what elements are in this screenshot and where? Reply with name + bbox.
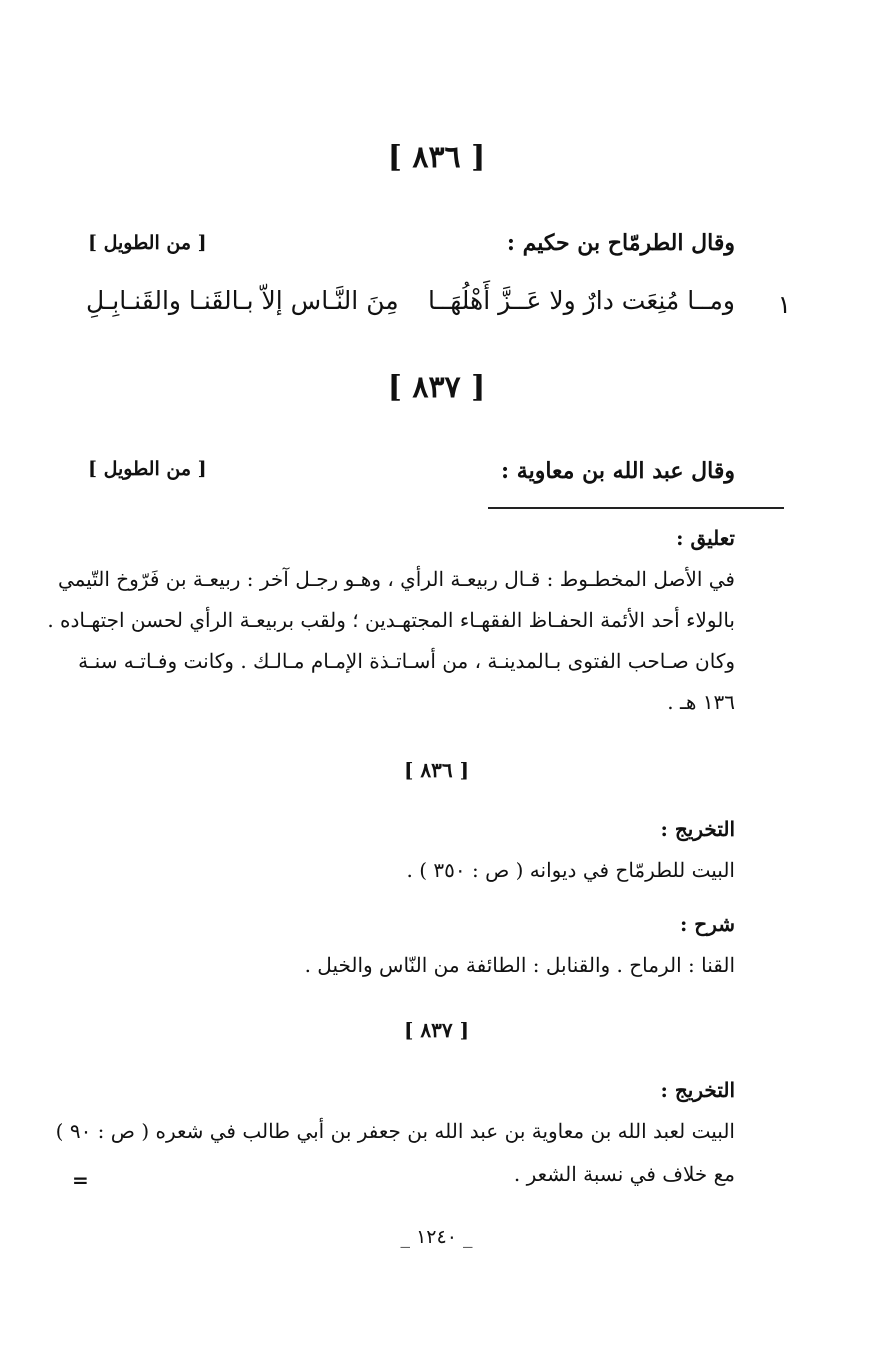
verse-hemistich-2: مِنَ النَّـاس إلاّ بـالقَنـا والقَنـابِـلِ — [86, 286, 399, 315]
note-837-number: [ ٨٣٧ ] — [403, 1018, 470, 1042]
comment-label: تعليق : — [676, 526, 735, 550]
poem-837-number: [ ٨٣٧ ] — [387, 370, 486, 405]
comment-line-1: في الأصل المخطـوط : قـال ربيعـة الرأي ، وهـو رجـل آخر : ربيعـة بن فَرّوخ التّيمي — [57, 567, 735, 591]
note-837-takhrij-line-1: البيت لعبد الله بن معاوية بن عبد الله بن جعفر بن أبي طالب في شعره ( ص : ٩٠ ) — [55, 1119, 735, 1143]
note-836-number: [ ٨٣٦ ] — [403, 758, 470, 782]
note-836-takhrij: البيت للطرمّاح في ديوانه ( ص : ٣٥٠ ) . — [406, 858, 735, 882]
note-836-sharh-label: شرح : — [679, 912, 735, 936]
footnote-separator — [488, 507, 784, 509]
verse-number: ١ — [777, 290, 791, 319]
poem-837-intro: وقال عبد الله بن معاوية : — [501, 458, 735, 484]
page-number: _ ١٢٤٠ _ — [400, 1226, 473, 1248]
note-836-sharh: القنا : الرماح . والقنابل : الطائفة من النّاس والخيل . — [304, 953, 735, 977]
comment-line-2: بالولاء أحد الأئمة الحفـاظ الفقهـاء المجتهـدين ؛ ولقب بربيعـة الرأي لحسن اجتهـاده . — [47, 608, 735, 632]
verse-hemistich-1: ومــا مُنِعَت دارٌ ولا عَــزَّ أَهْلُهَــا — [427, 286, 735, 315]
note-837-takhrij-label: التخريج : — [660, 1078, 735, 1102]
poem-836-intro: وقال الطرمّاح بن حكيم : — [506, 230, 735, 256]
comment-line-3: وكان صـاحب الفتوى بـالمدينـة ، من أسـاتـذة الإمـام مـالـك . وكانت وفـاتـه سنـة — [78, 649, 735, 673]
poem-836-number: [ ٨٣٦ ] — [387, 140, 486, 175]
comment-line-4: ١٣٦ هـ . — [667, 690, 735, 714]
note-837-takhrij-line-2: مع خلاف في نسبة الشعر . — [513, 1162, 735, 1186]
note-836-takhrij-label: التخريج : — [660, 817, 735, 841]
continuation-mark: = — [72, 1168, 89, 1192]
poem-836-meter: [ من الطويل ] — [88, 232, 207, 254]
poem-837-meter: [ من الطويل ] — [88, 458, 207, 480]
